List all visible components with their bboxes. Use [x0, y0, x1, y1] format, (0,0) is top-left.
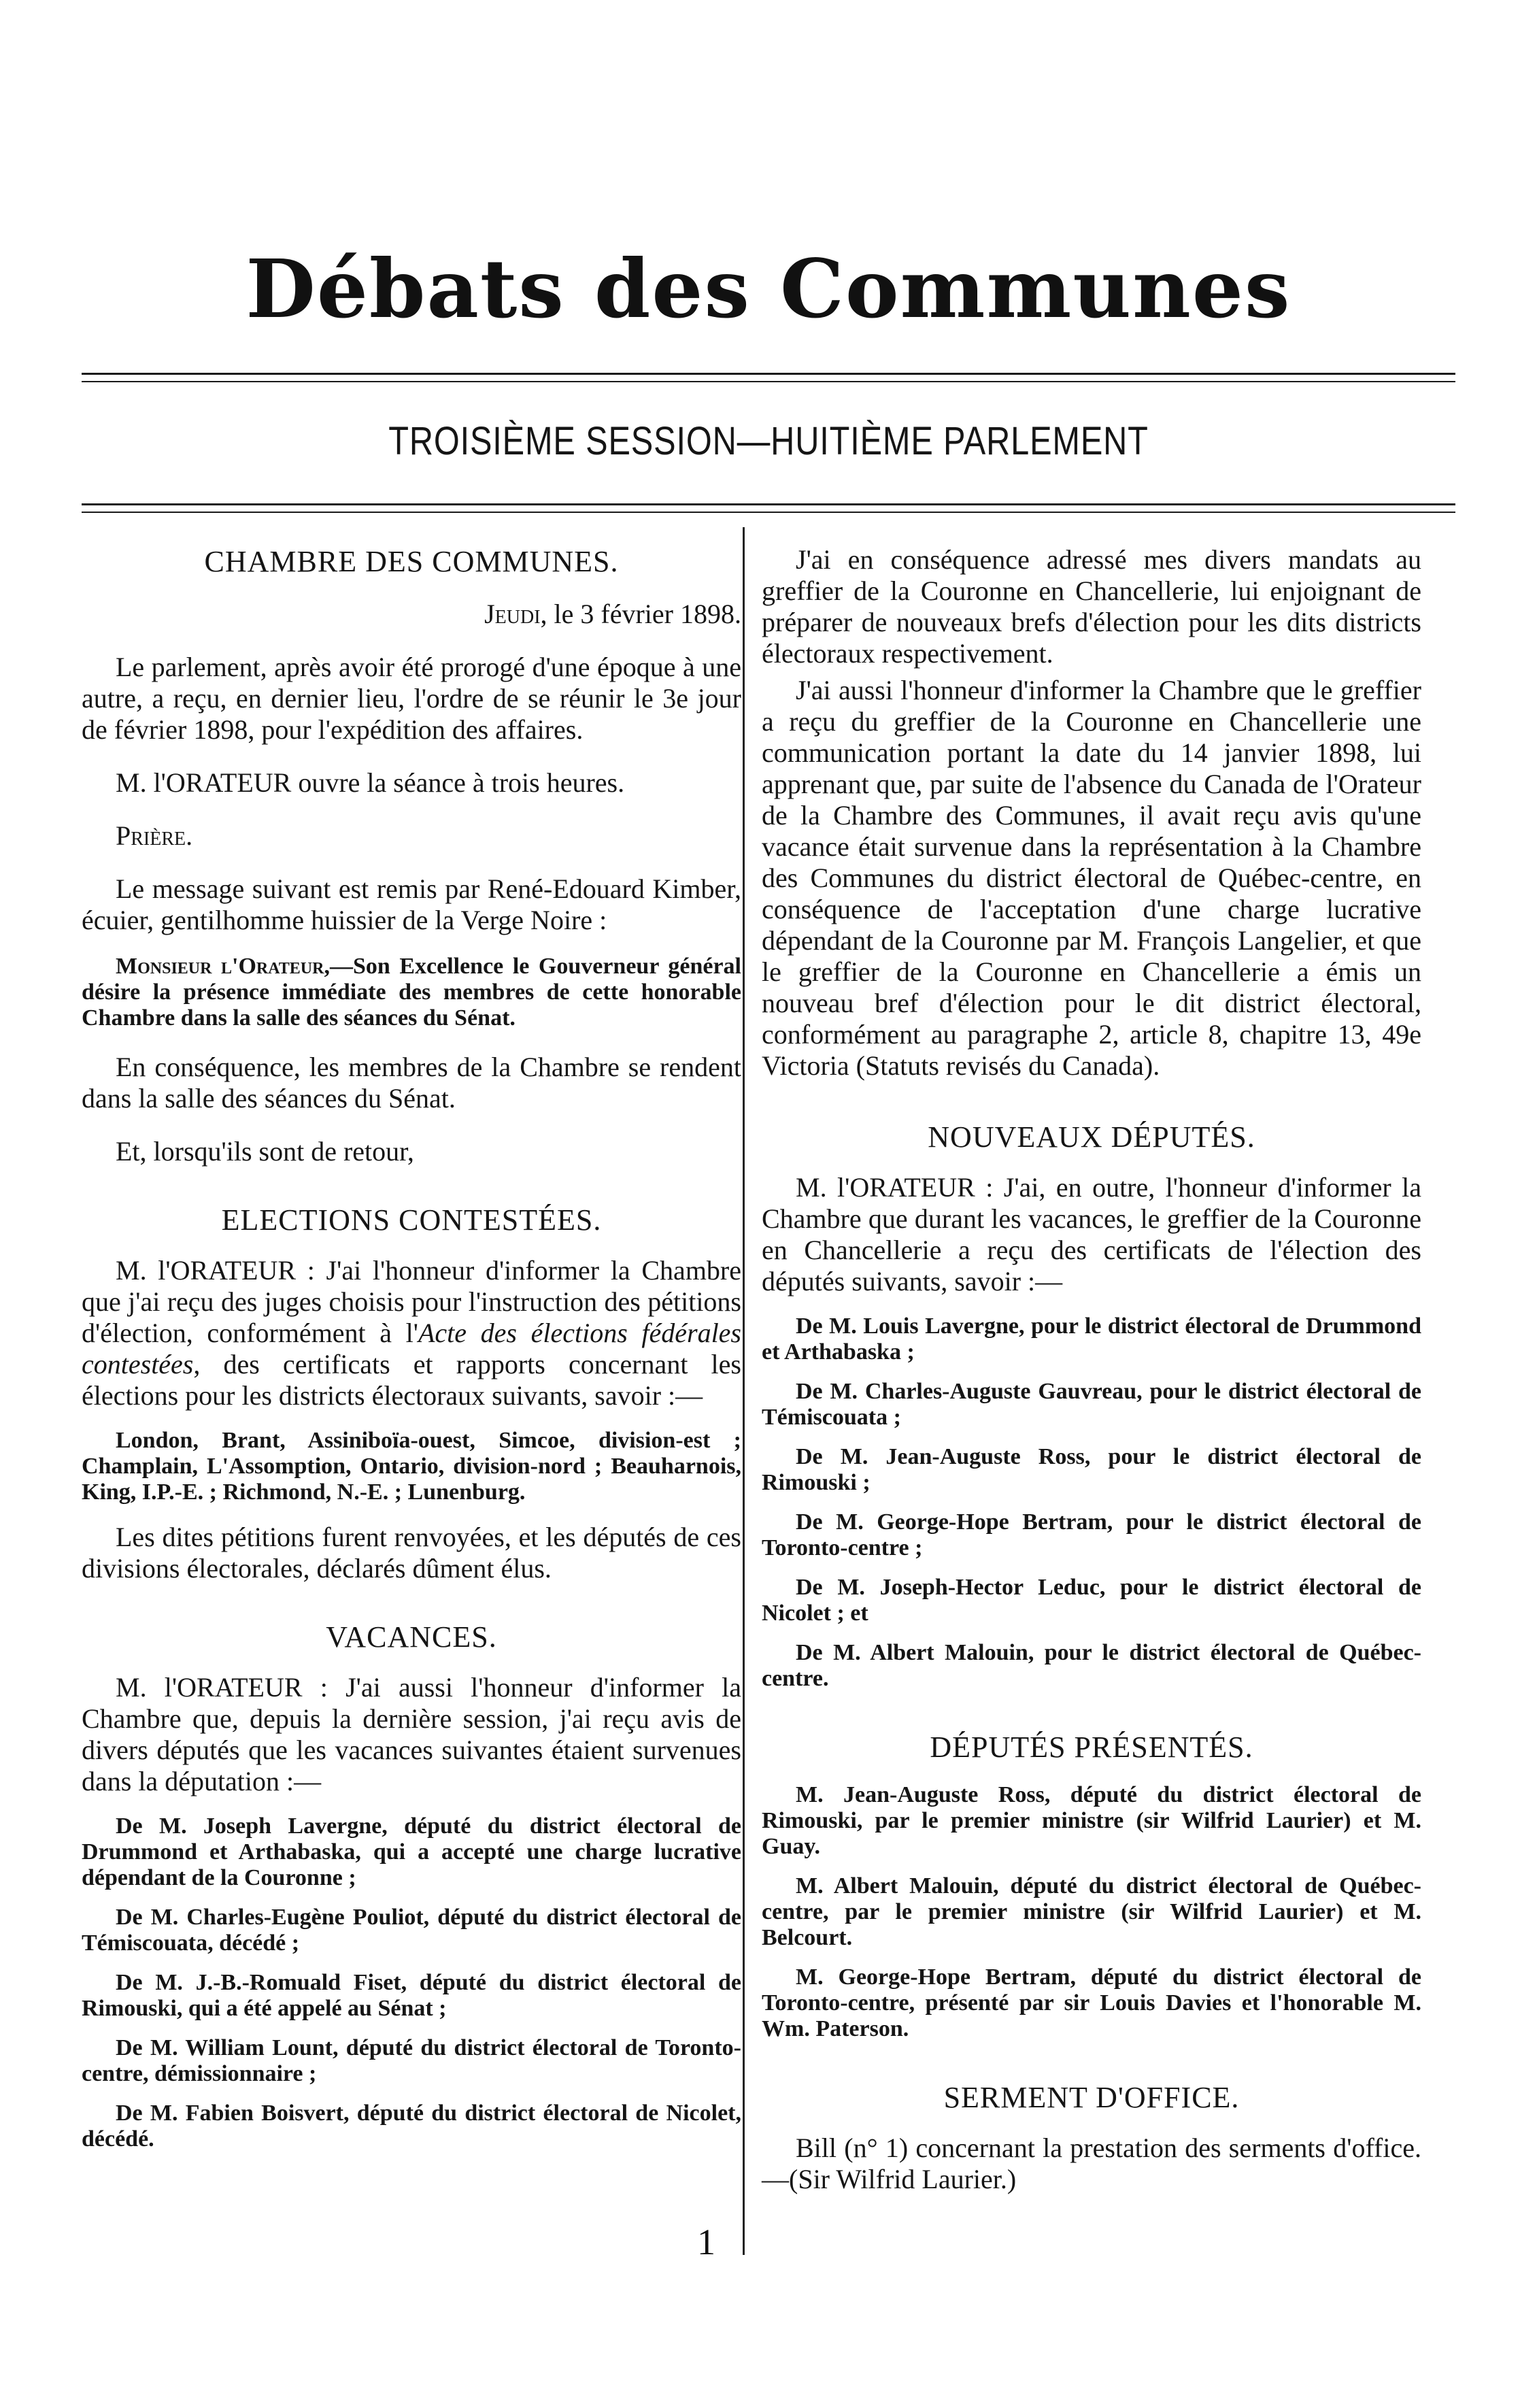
message-text: [82, 954, 741, 1031]
top-double-rule-lower: [82, 381, 1455, 382]
elections-text-b: , des certificats et rapports concernant les élections pour les districts électoraux suivants, savoir :—: [82, 1349, 741, 1411]
date-rest: , le 3 février 1898.: [540, 599, 741, 629]
date-day: Jeudi: [484, 599, 541, 629]
mid-double-rule-lower: [82, 512, 1455, 513]
senate-paragraph: En conséquence, les membres de la Chambre se rendent dans la salle des séances du Sénat.: [82, 1052, 741, 1114]
vacance-item: De M. William Lount, député du district électoral de Toronto-centre, démissionnaire ;: [82, 2035, 741, 2086]
top-double-rule-upper: [82, 373, 1455, 375]
left-column: [82, 544, 741, 2152]
mandats-paragraph: J'ai en conséquence adressé mes divers mandats au greffier de la Couronne en Chancellerie, lui enjoignant de préparer de nouveaux brefs d'élection pour les dits districts électoraux respectivement.: [762, 544, 1421, 669]
nouveau-depute-item: De M. Louis Lavergne, pour le district électoral de Drummond et Arthabaska ;: [762, 1314, 1421, 1365]
mid-double-rule-upper: [82, 503, 1455, 505]
nouveau-depute-item: De M. Albert Malouin, pour le district électoral de Québec-centre.: [762, 1640, 1421, 1691]
nouveau-depute-item: De M. Jean-Auguste Ross, pour le district électoral de Rimouski ;: [762, 1444, 1421, 1495]
message-lead: Monsieur l'Orateur,: [116, 954, 330, 979]
vacance-item: De M. Fabien Boisvert, député du district électoral de Nicolet, décédé.: [82, 2101, 741, 2152]
serment-heading: SERMENT D'OFFICE.: [943, 2081, 1240, 2114]
session-date: [82, 598, 741, 630]
deputes-presentes-heading: DÉPUTÉS PRÉSENTÉS.: [930, 1730, 1253, 1764]
message-intro: Le message suivant est remis par René-Edouard Kimber, écuier, gentilhomme huissier de la Verge Noire :: [82, 873, 741, 935]
vacance-item: De M. J.-B.-Romuald Fiset, député du district électoral de Rimouski, qui a été appelé au Sénat ;: [82, 1970, 741, 2021]
right-column: [762, 544, 1421, 2195]
serment-paragraph: Bill (n° 1) concernant la prestation des serments d'office.—(Sir Wilfrid Laurier.): [762, 2133, 1421, 2194]
elections-heading: ELECTIONS CONTESTÉES.: [221, 1203, 602, 1237]
vacances-paragraph: M. l'ORATEUR : J'ai aussi l'honneur d'informer la Chambre que, depuis la dernière session, j'ai reçu avis de divers députés que les vacances suivantes étaient survenues dans la députation :—: [82, 1672, 741, 1796]
quebec-centre-paragraph: J'ai aussi l'honneur d'informer la Chambre que le greffier a reçu du greffier de la Couronne en Chancellerie une communication portant la date du 14 janvier 1898, lui apprenant que, par suite de l'absence du Canada de l'Orateur de la Chambre des Communes, il avait reçu avis qu'une vacance était survenue dans la représentation à la Chambre des Communes du district électoral de Québec-centre, en conséquence de l'acceptation d'une charge lucrative dépendant de la Couronne par M. François Langelier, et que le greffier de la Couronne en Chancellerie a émis un nouveau bref d'élection pour le dit district électoral, conformément au paragraphe 2, article 8, chapitre 13, 49e Victoria (Statuts revisés du Canada).: [762, 675, 1421, 1081]
return-paragraph: Et, lorsqu'ils sont de retour,: [116, 1136, 414, 1167]
chamber-heading: CHAMBRE DES COMMUNES.: [204, 545, 619, 578]
vacances-heading: VACANCES.: [326, 1620, 497, 1654]
depute-presente-item: M. Jean-Auguste Ross, député du district électoral de Rimouski, par le premier ministre (sir Wilfrid Laurier) et M. Guay.: [762, 1782, 1421, 1859]
page-number: 1: [697, 2222, 715, 2262]
opening-paragraph: M. l'ORATEUR ouvre la séance à trois heures.: [116, 767, 625, 798]
elections-result-paragraph: Les dites pétitions furent renvoyées, et les députés de ces divisions électorales, déclarés dûment élus.: [82, 1522, 741, 1584]
nouveaux-paragraph: M. l'ORATEUR : J'ai, en outre, l'honneur d'informer la Chambre que durant les vacances, le greffier de la Couronne en Chancellerie a reçu des certificats de l'élection des députés suivants, savoir :—: [762, 1172, 1421, 1297]
depute-presente-item: M. Albert Malouin, député du district électoral de Québec-centre, par le premier ministre (sir Wilfrid Laurier) et M. Belcourt.: [762, 1873, 1421, 1950]
nouveaux-deputes-heading: NOUVEAUX DÉPUTÉS.: [928, 1120, 1255, 1154]
message-body: —Son Excellence le Gouverneur général désire la présence immédiate des membres de cette honorable Chambre dans la salle des séances du Sénat.: [82, 954, 741, 1031]
elections-text-a: M. l'ORATEUR : J'ai l'honneur d'informer la Chambre que j'ai reçu des juges choisis pour l'instruction des pétitions d'élection, conformément à l': [82, 1255, 741, 1348]
districts-list: London, Brant, Assiniboïa-ouest, Simcoe, division-est ; Champlain, L'Assomption, Ontario, division-nord ; Beauharnois, King, I.P.-E. ; Richmond, N.-E. ; Lunenburg.: [82, 1428, 741, 1505]
nouveau-depute-item: De M. George-Hope Bertram, pour le district électoral de Toronto-centre ;: [762, 1509, 1421, 1560]
depute-presente-item: M. George-Hope Bertram, député du district électoral de Toronto-centre, présenté par sir Louis Davies et l'honorable M. Wm. Paterson.: [762, 1964, 1421, 2041]
column-divider: [743, 527, 745, 2255]
vacance-item: De M. Joseph Lavergne, député du district électoral de Drummond et Arthabaska, qui a accepté une charge lucrative dépendant de la Couronne ;: [82, 1813, 741, 1890]
elections-paragraph: [82, 1255, 741, 1411]
masthead-title: Débats des Communes: [246, 241, 1291, 336]
priere-label: Prière.: [116, 820, 193, 851]
nouveau-depute-item: De M. Charles-Auguste Gauvreau, pour le district électoral de Témiscouata ;: [762, 1379, 1421, 1430]
nouveau-depute-item: De M. Joseph-Hector Leduc, pour le district électoral de Nicolet ; et: [762, 1575, 1421, 1626]
vacance-item: De M. Charles-Eugène Pouliot, député du district électoral de Témiscouata, décédé ;: [82, 1905, 741, 1956]
elections-act-title: Acte des élections fédérales contestées: [82, 1318, 741, 1379]
prorogation-paragraph: Le parlement, après avoir été prorogé d'une époque à une autre, a reçu, en dernier lieu, l'ordre de se réunir le 3e jour de février 1898, pour l'expédition des affaires.: [82, 652, 741, 745]
session-subtitle: TROISIÈME SESSION—HUITIÈME PARLEMENT: [388, 419, 1149, 463]
